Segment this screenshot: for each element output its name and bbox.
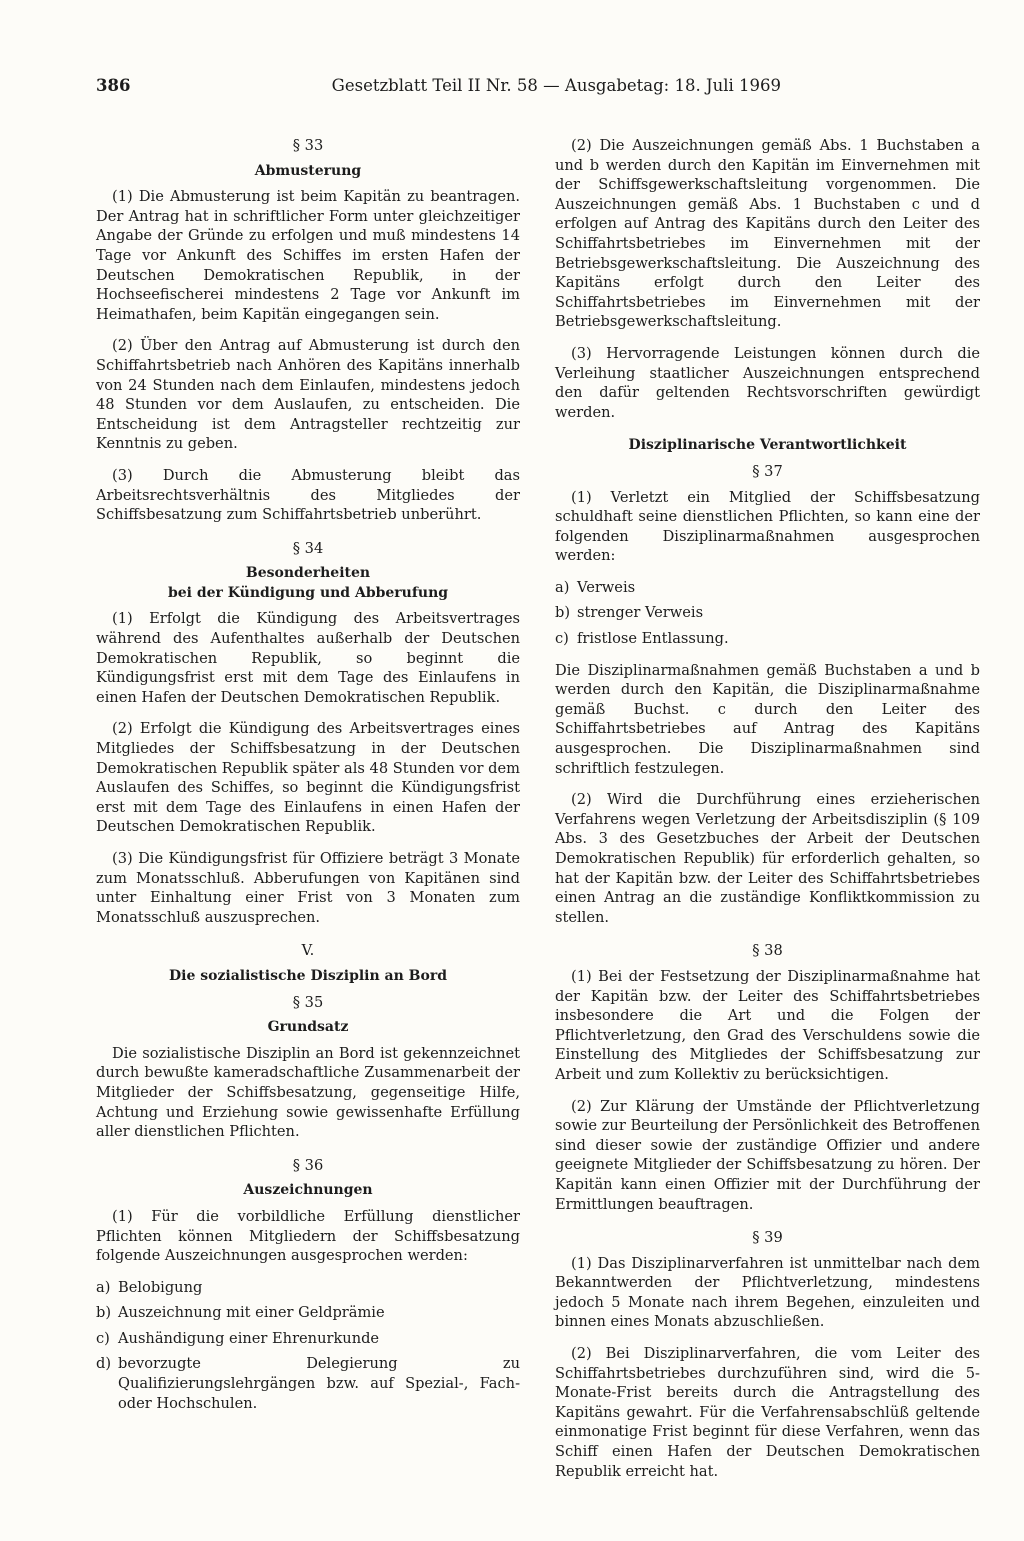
list-text: Auszeichnung mit einer Geldprämie [118, 1304, 385, 1322]
list-letter: b) [96, 1304, 112, 1322]
section-number: § 38 [752, 942, 783, 960]
paragraph: (2) Zur Klärung der Umstände der Pflichtverletzung sowie zur Beurteilung der Persönlichkeit des Betroffenen sind dieser sowie der zuständige Offizier und andere geeignete Mitglieder der Schiffsbesatzung zu hören. Der Kapitän kann einen Offizier mit der Durchführung der Ermittlungen beauftragen. [555, 1097, 980, 1213]
section-title: bei der Kündigung und Abberufung [167, 584, 449, 601]
paragraph: (3) Hervorragende Leistungen können durch die Verleihung staatlicher Auszeichnungen entsprechend den dafür geltenden Rechtsvorschriften gewürdigt werden. [555, 344, 980, 421]
paragraph: (2) Die Auszeichnungen gemäß Abs. 1 Buchstaben a und b werden durch den Kapitän im Einvernehmen mit der Schiffsgewerkschaftsleitung vorgenommen. Die Auszeichnungen gemäß Abs. 1 Buchstaben c und d erfolgen auf Antrag des Kapitäns durch den Leiter des Schiffahrtsbetriebes im Einvernehmen mit der Betriebsgewerkschaftsleitung. Die Auszeichnung des Kapitäns erfolgt durch den Leiter des Schiffahrtsbetriebes im Einvernehmen mit der Betriebsgewerkschaftsleitung. [555, 137, 980, 331]
paragraph: (2) Wird die Durchführung eines erzieherischen Verfahrens wegen Verletzung der Arbeitsdisziplin (§ 109 Abs. 3 des Gesetzbuches der Arbeit der Deutschen Demokratischen Republik) für erforderlich gehalten, so hat der Kapitän bzw. der Leiter des Schiffahrtsbetriebes einen Antrag an die zuständige Konfliktkommission zu stellen. [555, 791, 980, 926]
list-letter: a) [96, 1278, 111, 1296]
paragraph: (1) Verletzt ein Mitglied der Schiffsbesatzung schuldhaft seine dienstlichen Pflichten, so kann eine der folgenden Disziplinarmaßnahmen ausgesprochen werden: [555, 488, 980, 565]
list-text: strenger Verweis [577, 604, 704, 622]
paragraph: (1) Für die vorbildliche Erfüllung dienstlicher Pflichten können Mitgliedern der Schiffsbesatzung folgende Auszeichnungen ausgesprochen werden: [96, 1207, 520, 1265]
list-text: bevorzugte Delegierung zu Qualifizierungslehrgängen bzw. auf Spezial-, Fach- oder Hochschulen. [118, 1355, 520, 1412]
measure-list [555, 578, 980, 649]
list-item [96, 1278, 520, 1298]
paragraph: (1) Die Abmusterung ist beim Kapitän zu beantragen. Der Antrag hat in schriftlicher Form unter gleichzeitiger Angabe der Gründe zu erfolgen und muß mindestens 14 Tage vor Ankunft des Schiffes im ersten Hafen der Deutschen Demokratischen Republik, in der Hochseefischerei mindestens 2 Tage vor Ankunft im Heimathafen, beim Kapitän eingegangen sein. [96, 188, 520, 323]
list-item [96, 1354, 520, 1413]
paragraph: (1) Erfolgt die Kündigung des Arbeitsvertrages während des Aufenthaltes außerhalb der Deutschen Demokratischen Republik, so beginnt die Kündigungsfrist erst mit dem Tage des Einlaufens in einen Hafen der Deutschen Demokratischen Republik. [96, 610, 520, 706]
section-number: § 37 [752, 462, 783, 480]
page-number: 386 [96, 76, 131, 95]
paragraph: (1) Das Disziplinarverfahren ist unmittelbar nach dem Bekanntwerden der Pflichtverletzung, mindestens jedoch 5 Monate nach ihrem Begehen, einzuleiten und binnen eines Monats abzuschließen. [555, 1254, 980, 1331]
paragraph: (2) Bei Disziplinarverfahren, die vom Leiter des Schiffahrtsbetriebes durchzuführen sind, wird die 5-Monate-Frist bereits durch die Antragstellung des Kapitäns gewahrt. Für die Verfahrensabschlüß geltende einmonatige Frist beginnt für diese Verfahren, wenn das Schiff einen Hafen der Deutschen Demokratischen Republik erreicht hat. [555, 1345, 980, 1480]
list-text: Verweis [577, 578, 636, 596]
section-title: Grundsatz [267, 1019, 349, 1036]
section-number: § 36 [292, 1156, 324, 1174]
list-letter: c) [555, 630, 569, 648]
section-number: § 35 [292, 993, 324, 1011]
list-item [96, 1303, 520, 1323]
section-number: § 34 [292, 539, 324, 557]
paragraph: (2) Über den Antrag auf Abmusterung ist durch den Schiffahrtsbetrieb nach Anhören des Kapitäns innerhalb von 24 Stunden nach dem Einlaufen, mindestens jedoch 48 Stunden vor dem Auslaufen, zu entscheiden. Die Entscheidung ist dem Antragsteller rechtzeitig zur Kenntnis zu geben. [96, 337, 520, 453]
list-text: fristlose Entlassung. [577, 630, 729, 648]
section-title: Besonderheiten [245, 565, 371, 582]
list-item [555, 629, 980, 649]
award-list [96, 1278, 520, 1414]
paragraph: Die sozialistische Disziplin an Bord ist gekennzeichnet durch bewußte kameradschaftliche Zusammenarbeit der Mitglieder der Schiffsbesatzung, gegenseitige Hilfe, Achtung und Erziehung sowie gewissenhafte Erfüllung aller dienstlichen Pflichten. [96, 1044, 520, 1141]
left-column [96, 136, 520, 1425]
section-title: Auszeichnungen [243, 1182, 373, 1199]
list-letter: a) [555, 578, 570, 596]
paragraph: (3) Die Kündigungsfrist für Offiziere beträgt 3 Monate zum Monatsschluß. Abberufungen von Kapitänen sind unter Einhaltung einer Frist von 3 Monaten zum Monatsschluß auszusprechen. [96, 850, 520, 926]
chapter-number: V. [301, 942, 315, 960]
part-title: Disziplinarische Verantwortlichkeit [628, 437, 907, 454]
list-text: Aushändigung einer Ehrenurkunde [118, 1329, 380, 1347]
paragraph: (1) Bei der Festsetzung der Disziplinarmaßnahme hat der Kapitän bzw. der Leiter des Schiffahrtsbetriebes insbesondere die Art und die Folgen der Pflichtverletzung, den Grad des Verschuldens sowie die Einstellung des Mitgliedes der Schiffsbesatzung zur Arbeit und zum Kollektiv zu berücksichtigen. [555, 967, 980, 1083]
section-title: Abmusterung [254, 162, 362, 179]
paragraph: (2) Erfolgt die Kündigung des Arbeitsvertrages eines Mitgliedes der Schiffsbesatzung in der Deutschen Demokratischen Republik später als 48 Stunden vor dem Auslaufen des Schiffes, so beginnt die Kündigungsfrist erst mit dem Tage des Einlaufens in einen Hafen der Deutschen Demokratischen Republik. [96, 720, 520, 836]
list-letter: c) [96, 1329, 110, 1347]
paragraph: (3) Durch die Abmusterung bleibt das Arbeitsrechtsverhältnis des Mitgliedes der Schiffsbesatzung zum Schiffahrtsbetrieb unberührt. [96, 466, 520, 524]
list-letter: b) [555, 604, 571, 622]
paragraph: Die Disziplinarmaßnahmen gemäß Buchstaben a und b werden durch den Kapitän, die Disziplinarmaßnahme gemäß Buchst. c durch den Leiter des Schiffahrtsbetriebes auf Antrag des Kapitäns ausgesprochen. Die Disziplinarmaßnahmen sind schriftlich festzulegen. [555, 661, 980, 777]
page-header [96, 76, 781, 104]
list-item [96, 1329, 520, 1349]
right-column [555, 136, 980, 1493]
chapter-title: Die sozialistische Disziplin an Bord [168, 967, 448, 984]
list-text: Belobigung [118, 1278, 203, 1296]
list-item [555, 578, 980, 598]
header-title: Gesetzblatt Teil II Nr. 58 — Ausgabetag: 18. Juli 1969 [331, 76, 781, 95]
section-number: § 39 [752, 1229, 783, 1247]
list-item [555, 603, 980, 623]
section-number: § 33 [292, 137, 324, 154]
list-letter: d) [96, 1355, 112, 1373]
